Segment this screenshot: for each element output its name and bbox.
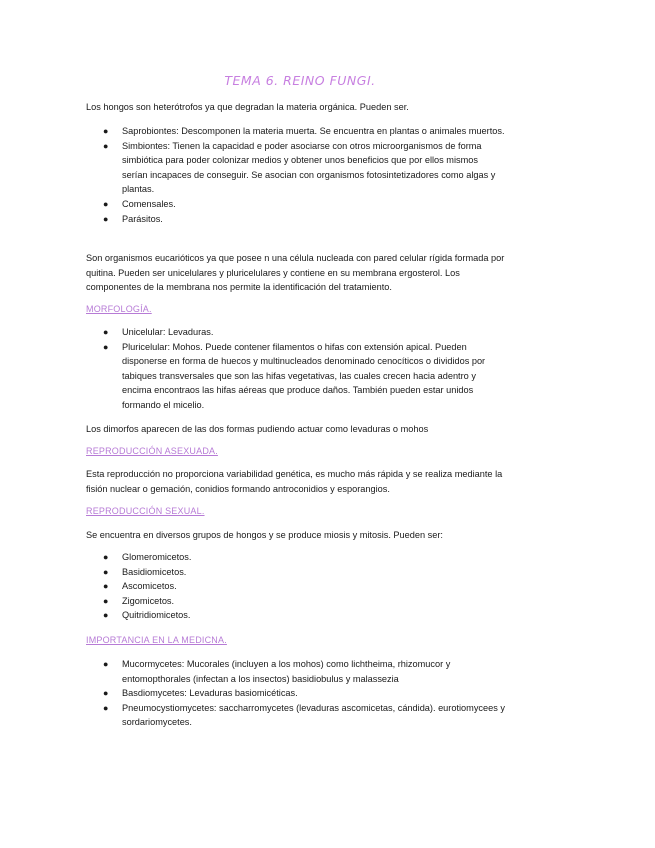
section-heading-morfologia: MORFOLOGÍA. (86, 304, 152, 314)
bullet-dot-icon: ● (103, 552, 109, 562)
bullet-dot-icon: ● (103, 566, 109, 577)
list-item: ● Pneumocystiomycetes: saccharromycetes (levaduras ascomicetas, cándida). eurotiomycees y sordariomycetes. (103, 702, 505, 728)
types-list (86, 124, 506, 226)
section-heading-importancia: IMPORTANCIA EN LA MEDICNA. (86, 635, 227, 645)
bullet-dot-icon: ● (103, 341, 109, 352)
intro-paragraph: Los hongos son heterótrofos ya que degradan la materia orgánica. Pueden ser. (86, 102, 409, 112)
bullet-dot-icon: ● (103, 659, 109, 669)
bullet-dot-icon: ● (103, 581, 109, 592)
paragraph-eucariotas: Son organismos eucarióticos ya que posee n una célula nucleada con pared celular rígida formada por quitina. Pueden ser unicelulares y pluricelulares y contiene en su membrana ergosterol. Los componentes de la membrana nos permite la identificación del tratamiento. (86, 253, 505, 293)
bullet-dot-icon: ● (103, 198, 109, 209)
list-item: ● Zigomicetos. (86, 594, 506, 609)
bullet-dot-icon: ● (103, 327, 109, 337)
list-item: ● Glomeromicetos. (86, 550, 506, 565)
list-item: ● Unicelular: Levaduras. (86, 325, 506, 340)
bullet-dot-icon: ● (103, 702, 109, 713)
list-item: ● Comensales. (86, 197, 506, 212)
page-title: TEMA 6. REINO FUNGI. (224, 73, 376, 88)
list-item: ● Mucormycetes: Mucorales (incluyen a los mohos) como lichtheima, rhizomucor y entomopthorales (infectan a los insectos) basidiobulus y malassezia (103, 659, 451, 684)
bullet-dot-icon: ● (103, 140, 109, 151)
list-item: ● Simbiontes: Tienen la capacidad e poder asociarse con otros microorganismos de forma simbiótica para poder colonizar medios y obtener unos beneficios que por ellos mismos serían incapaces de conseguir. Se asocian con organismos fotosintetizadores como algas y plantas. (103, 140, 496, 195)
sexual-paragraph: Se encuentra en diversos grupos de hongos y se produce miosis y mitosis. Pueden ser: (86, 530, 443, 540)
bullet-dot-icon: ● (103, 610, 109, 621)
list-item: ● Saprobiontes: Descomponen la materia muerta. Se encuentra en plantas o animales muertos. (86, 124, 506, 139)
section-heading-asexual: REPRODUCCIÓN ASEXUADA. (86, 446, 218, 456)
asexual-paragraph: Esta reproducción no proporciona variabilidad genética, es mucho más rápida y se realiza mediante la fisión nuclear o gemación, conidios formando antroconidios y esporangios. (86, 469, 503, 494)
list-item: ● Basidiomicetos. (86, 565, 506, 580)
list-item: ● Basdiomycetes: Levaduras basiomicéticas. (86, 686, 506, 701)
bullet-dot-icon: ● (103, 213, 109, 224)
bullet-dot-icon: ● (103, 595, 109, 606)
morfologia-list (86, 325, 506, 413)
list-item: ● Parásitos. (86, 212, 506, 227)
dimorfos-note: Los dimorfos aparecen de las dos formas pudiendo actuar como levaduras o mohos (86, 424, 429, 434)
importancia-list (86, 657, 506, 730)
bullet-dot-icon: ● (103, 688, 109, 699)
list-item: ● Ascomicetos. (86, 579, 506, 594)
bullet-dot-icon: ● (103, 126, 109, 136)
sexual-list (86, 550, 506, 623)
section-heading-sexual: REPRODUCCIÓN SEXUAL. (86, 506, 205, 516)
list-item: ● Pluricelular: Mohos. Puede contener filamentos o hifas con extensión apical. Pueden disponerse en forma de huecos y multinucleados denominado cenocíticos o divididos por tabiques transversales que son las hifas vegetativas, las cuales crecen hacia adentro y encima encontraos las hifas aéreas que produce daños. También pueden estar unidos formando el micelio. (103, 341, 486, 410)
list-item: ● Quitridiomicetos. (86, 608, 506, 623)
